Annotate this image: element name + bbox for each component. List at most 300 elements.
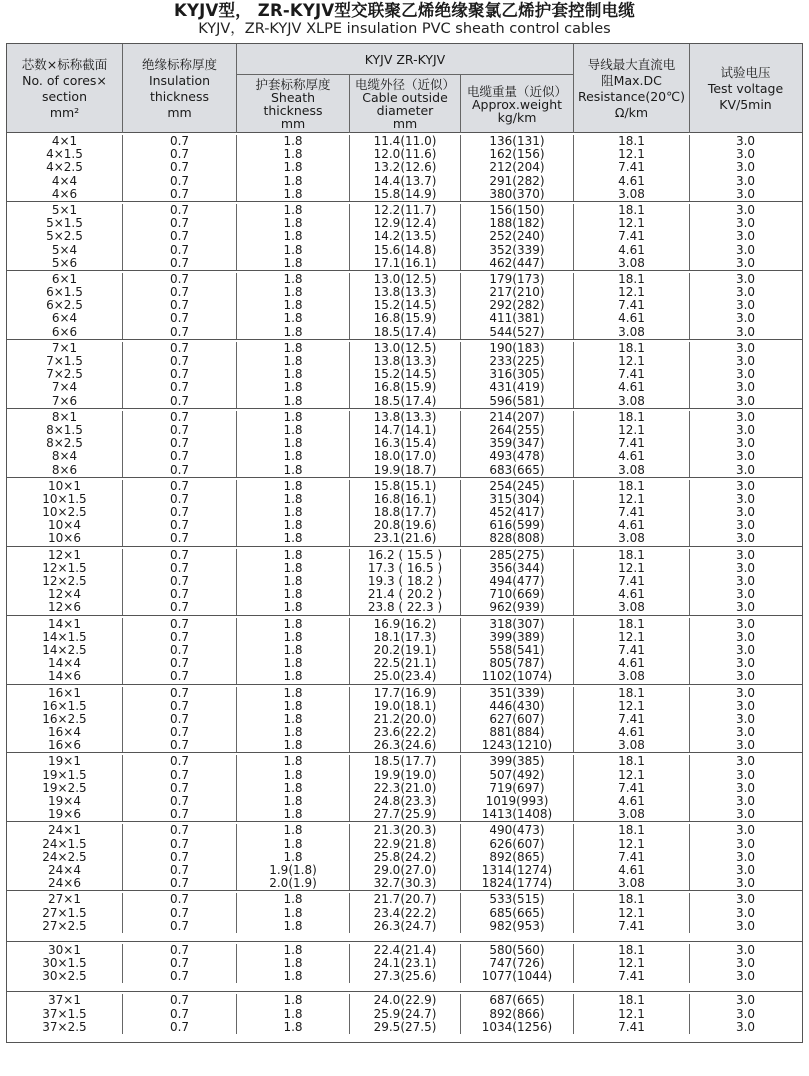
cell-dc-resistance: 12.1	[573, 493, 689, 506]
cell-sheath-thickness: 1.8	[236, 411, 349, 424]
page-title: KYJV型， ZR-KYJV型交联聚乙烯绝缘聚氯乙烯护套控制电缆	[174, 1, 635, 20]
cell-approx-weight: 315(304)	[460, 493, 573, 506]
cell-dc-resistance: 7.41	[573, 230, 689, 243]
cell-cores-section: 12×6	[48, 600, 81, 615]
cell-test-voltage: 3.0	[689, 230, 801, 243]
cell-cores-section: 5×6	[51, 255, 78, 270]
table-row	[7, 970, 802, 983]
cell-approx-weight: 616(599)	[460, 519, 573, 532]
cell-outside-diameter: 18.5(17.7)	[349, 755, 460, 768]
cell-sheath-thickness: 1.8	[236, 726, 349, 739]
cell-test-voltage: 3.0	[689, 713, 801, 726]
cell-outside-diameter: 16.8(15.9)	[349, 381, 460, 394]
cell-outside-diameter: 13.0(12.5)	[349, 273, 460, 286]
cell-sheath-thickness: 1.8	[236, 135, 349, 148]
cell-test-voltage: 3.0	[689, 755, 801, 768]
cell-test-voltage: 3.0	[689, 944, 801, 957]
table-row	[7, 188, 802, 201]
cell-cores-section: 16×1	[48, 685, 81, 700]
cell-sheath-thickness: 1.8	[236, 464, 349, 477]
cell-sheath-thickness: 1.8	[236, 755, 349, 768]
cell-test-voltage: 3.0	[689, 970, 801, 983]
cell-approx-weight: 214(207)	[460, 411, 573, 424]
cell-insulation-thickness: 0.7	[122, 273, 236, 286]
cell-cores-section: 6×4	[51, 311, 78, 326]
cell-cores-section: 4×6	[51, 186, 78, 201]
cell-cores-section: 10×1	[48, 478, 81, 493]
cell-sheath-thickness: 1.8	[236, 575, 349, 588]
cell-cores-section: 30×2.5	[42, 969, 87, 984]
cell-insulation-thickness: 0.7	[122, 657, 236, 670]
cell-sheath-thickness: 1.8	[236, 506, 349, 519]
cell-cores-section: 24×1.5	[42, 836, 87, 851]
cell-outside-diameter: 21.2(20.0)	[349, 713, 460, 726]
cell-insulation-thickness: 0.7	[122, 601, 236, 614]
cell-approx-weight: 285(275)	[460, 549, 573, 562]
cell-outside-diameter: 13.8(13.3)	[349, 355, 460, 368]
cell-outside-diameter: 25.9(24.7)	[349, 1008, 460, 1021]
cell-insulation-thickness: 0.7	[122, 795, 236, 808]
cell-outside-diameter: 25.0(23.4)	[349, 670, 460, 683]
cell-outside-diameter: 32.7(30.3)	[349, 877, 460, 890]
cell-insulation-thickness: 0.7	[122, 381, 236, 394]
cell-approx-weight: 1824(1774)	[460, 877, 573, 890]
cell-cores-section: 24×6	[48, 876, 81, 891]
cell-dc-resistance: 18.1	[573, 755, 689, 768]
cell-dc-resistance: 3.08	[573, 464, 689, 477]
table-row	[7, 687, 802, 700]
cell-cores-section: 37×1.5	[42, 1006, 87, 1021]
cell-approx-weight: 356(344)	[460, 562, 573, 575]
cell-insulation-thickness: 0.7	[122, 893, 236, 906]
cell-dc-resistance: 7.41	[573, 299, 689, 312]
cell-insulation-thickness: 0.7	[122, 700, 236, 713]
cell-approx-weight: 179(173)	[460, 273, 573, 286]
cell-outside-diameter: 14.4(13.7)	[349, 175, 460, 188]
header-cores-cn: 芯数×标称截面	[21, 56, 108, 72]
cell-cores-section: 14×4	[48, 656, 81, 671]
cell-outside-diameter: 11.4(11.0)	[349, 135, 460, 148]
header-cores	[7, 44, 122, 133]
cell-insulation-thickness: 0.7	[122, 326, 236, 339]
header-diameter-cn: 电缆外径（近似）	[354, 77, 455, 92]
cell-approx-weight: 683(665)	[460, 464, 573, 477]
cell-dc-resistance: 18.1	[573, 944, 689, 957]
cell-cores-section: 19×6	[48, 807, 81, 822]
header-diameter-en1: Cable outside	[362, 90, 448, 105]
cell-insulation-thickness: 0.7	[122, 424, 236, 437]
header-voltage-unit: KV/5min	[719, 96, 772, 112]
cell-sheath-thickness: 1.8	[236, 808, 349, 821]
cell-test-voltage: 3.0	[689, 700, 801, 713]
cell-insulation-thickness: 0.7	[122, 957, 236, 970]
cell-cores-section: 8×4	[51, 449, 78, 464]
table-row	[7, 1008, 802, 1021]
cell-sheath-thickness: 1.8	[236, 970, 349, 983]
cell-dc-resistance: 12.1	[573, 838, 689, 851]
cell-approx-weight: 291(282)	[460, 175, 573, 188]
cell-outside-diameter: 23.8 ( 22.3 )	[349, 601, 460, 614]
cell-insulation-thickness: 0.7	[122, 464, 236, 477]
cell-approx-weight: 805(787)	[460, 657, 573, 670]
cell-insulation-thickness: 0.7	[122, 994, 236, 1007]
cell-approx-weight: 687(665)	[460, 994, 573, 1007]
cell-sheath-thickness: 1.8	[236, 769, 349, 782]
cell-dc-resistance: 3.08	[573, 188, 689, 201]
cell-insulation-thickness: 0.7	[122, 739, 236, 752]
cell-sheath-thickness: 1.8	[236, 450, 349, 463]
cell-outside-diameter: 18.0(17.0)	[349, 450, 460, 463]
cell-cores-section: 19×1	[48, 754, 81, 769]
cell-insulation-thickness: 0.7	[122, 769, 236, 782]
cell-outside-diameter: 22.5(21.1)	[349, 657, 460, 670]
cell-test-voltage: 3.0	[689, 480, 801, 493]
cell-cores-section: 14×6	[48, 669, 81, 684]
cell-dc-resistance: 12.1	[573, 1008, 689, 1021]
cell-test-voltage: 3.0	[689, 395, 801, 408]
cell-sheath-thickness: 1.8	[236, 782, 349, 795]
cell-outside-diameter: 16.9(16.2)	[349, 618, 460, 631]
cell-test-voltage: 3.0	[689, 588, 801, 601]
cell-cores-section: 4×1.5	[46, 147, 83, 162]
cell-approx-weight: 446(430)	[460, 700, 573, 713]
cell-insulation-thickness: 0.7	[122, 631, 236, 644]
cell-dc-resistance: 18.1	[573, 273, 689, 286]
cell-sheath-thickness: 1.8	[236, 395, 349, 408]
cell-dc-resistance: 4.61	[573, 795, 689, 808]
cell-test-voltage: 3.0	[689, 437, 801, 450]
cell-sheath-thickness: 1.8	[236, 687, 349, 700]
cell-test-voltage: 3.0	[689, 687, 801, 700]
cell-sheath-thickness: 1.8	[236, 739, 349, 752]
cell-approx-weight: 399(389)	[460, 631, 573, 644]
header-sheath-en2: thickness	[263, 103, 323, 118]
cell-test-voltage: 3.0	[689, 381, 801, 394]
cell-sheath-thickness: 1.8	[236, 326, 349, 339]
cell-cores-section: 37×1	[48, 993, 81, 1008]
table-row	[7, 851, 802, 864]
cell-outside-diameter: 14.7(14.1)	[349, 424, 460, 437]
cell-outside-diameter: 15.2(14.5)	[349, 368, 460, 381]
cell-outside-diameter: 18.8(17.7)	[349, 506, 460, 519]
cell-outside-diameter: 22.3(21.0)	[349, 782, 460, 795]
table-row	[7, 670, 802, 683]
cell-approx-weight: 982(953)	[460, 920, 573, 933]
cell-test-voltage: 3.0	[689, 355, 801, 368]
cell-approx-weight: 494(477)	[460, 575, 573, 588]
row-group	[7, 753, 802, 822]
cell-outside-diameter: 24.8(23.3)	[349, 795, 460, 808]
cell-approx-weight: 462(447)	[460, 257, 573, 270]
table-row	[7, 808, 802, 821]
cell-cores-section: 24×2.5	[42, 849, 87, 864]
cell-insulation-thickness: 0.7	[122, 312, 236, 325]
cell-test-voltage: 3.0	[689, 326, 801, 339]
cell-approx-weight: 399(385)	[460, 755, 573, 768]
cell-test-voltage: 3.0	[689, 148, 801, 161]
cell-insulation-thickness: 0.7	[122, 204, 236, 217]
cell-approx-weight: 252(240)	[460, 230, 573, 243]
cell-test-voltage: 3.0	[689, 411, 801, 424]
cell-approx-weight: 212(204)	[460, 161, 573, 174]
cell-dc-resistance: 7.41	[573, 851, 689, 864]
table-row	[7, 994, 802, 1007]
cell-approx-weight: 558(541)	[460, 644, 573, 657]
cell-sheath-thickness: 1.9(1.8)	[236, 864, 349, 877]
cell-cores-section: 7×4	[51, 380, 78, 395]
table-row	[7, 549, 802, 562]
cell-outside-diameter: 12.9(12.4)	[349, 217, 460, 230]
cell-test-voltage: 3.0	[689, 244, 801, 257]
cell-outside-diameter: 25.8(24.2)	[349, 851, 460, 864]
cell-approx-weight: 1102(1074)	[460, 670, 573, 683]
cell-dc-resistance: 4.61	[573, 312, 689, 325]
cell-outside-diameter: 26.3(24.6)	[349, 739, 460, 752]
cell-outside-diameter: 15.6(14.8)	[349, 244, 460, 257]
cell-dc-resistance: 12.1	[573, 769, 689, 782]
cell-insulation-thickness: 0.7	[122, 920, 236, 933]
cell-cores-section: 27×1.5	[42, 905, 87, 920]
cell-sheath-thickness: 1.8	[236, 217, 349, 230]
cell-test-voltage: 3.0	[689, 450, 801, 463]
cell-insulation-thickness: 0.7	[122, 244, 236, 257]
cell-sheath-thickness: 1.8	[236, 618, 349, 631]
cell-sheath-thickness: 1.8	[236, 519, 349, 532]
row-group	[7, 891, 802, 942]
cell-approx-weight: 359(347)	[460, 437, 573, 450]
cell-cores-section: 19×4	[48, 794, 81, 808]
table-row	[7, 450, 802, 463]
table-row	[7, 1021, 802, 1034]
cell-test-voltage: 3.0	[689, 519, 801, 532]
cell-cores-section: 6×1	[51, 271, 78, 286]
cell-approx-weight: 626(607)	[460, 838, 573, 851]
header-resistance-cn1: 导线最大直流电	[587, 56, 676, 72]
cell-outside-diameter: 22.9(21.8)	[349, 838, 460, 851]
cell-insulation-thickness: 0.7	[122, 1008, 236, 1021]
cell-approx-weight: 719(697)	[460, 782, 573, 795]
table-row	[7, 920, 802, 933]
row-group	[7, 271, 802, 340]
cell-sheath-thickness: 1.8	[236, 312, 349, 325]
cell-dc-resistance: 12.1	[573, 957, 689, 970]
table-row	[7, 395, 802, 408]
cell-test-voltage: 3.0	[689, 657, 801, 670]
cell-dc-resistance: 18.1	[573, 994, 689, 1007]
cell-dc-resistance: 4.61	[573, 175, 689, 188]
cell-insulation-thickness: 0.7	[122, 644, 236, 657]
cell-test-voltage: 3.0	[689, 135, 801, 148]
cell-insulation-thickness: 0.7	[122, 286, 236, 299]
cell-outside-diameter: 22.4(21.4)	[349, 944, 460, 957]
cell-sheath-thickness: 1.8	[236, 1021, 349, 1034]
header-diameter-unit: mm	[392, 116, 418, 131]
cell-test-voltage: 3.0	[689, 286, 801, 299]
cell-approx-weight: 881(884)	[460, 726, 573, 739]
cell-approx-weight: 452(417)	[460, 506, 573, 519]
cell-test-voltage: 3.0	[689, 493, 801, 506]
header-weight-cn: 电缆重量（近似）	[466, 83, 567, 99]
cell-cores-section: 27×1	[48, 892, 81, 907]
table-row	[7, 893, 802, 906]
cell-approx-weight: 710(669)	[460, 588, 573, 601]
cell-outside-diameter: 15.8(14.9)	[349, 188, 460, 201]
cell-test-voltage: 3.0	[689, 994, 801, 1007]
cell-test-voltage: 3.0	[689, 175, 801, 188]
cell-approx-weight: 264(255)	[460, 424, 573, 437]
cell-sheath-thickness: 1.8	[236, 273, 349, 286]
cell-cores-section: 5×4	[51, 242, 78, 257]
cell-cores-section: 8×2.5	[46, 436, 83, 451]
cell-outside-diameter: 17.1(16.1)	[349, 257, 460, 270]
cell-insulation-thickness: 0.7	[122, 188, 236, 201]
row-group	[7, 547, 802, 616]
cell-outside-diameter: 16.8(15.9)	[349, 312, 460, 325]
cell-approx-weight: 217(210)	[460, 286, 573, 299]
cell-sheath-thickness: 1.8	[236, 424, 349, 437]
cell-test-voltage: 3.0	[689, 726, 801, 739]
cell-sheath-thickness: 1.8	[236, 549, 349, 562]
cell-insulation-thickness: 0.7	[122, 670, 236, 683]
cell-sheath-thickness: 1.8	[236, 944, 349, 957]
cell-test-voltage: 3.0	[689, 273, 801, 286]
cell-approx-weight: 380(370)	[460, 188, 573, 201]
cell-dc-resistance: 18.1	[573, 687, 689, 700]
cell-sheath-thickness: 1.8	[236, 257, 349, 270]
cell-cores-section: 7×1	[51, 340, 78, 355]
cell-sheath-thickness: 1.8	[236, 700, 349, 713]
cell-insulation-thickness: 0.7	[122, 519, 236, 532]
cell-sheath-thickness: 1.8	[236, 381, 349, 394]
cell-sheath-thickness: 1.8	[236, 230, 349, 243]
cell-test-voltage: 3.0	[689, 644, 801, 657]
cell-approx-weight: 490(473)	[460, 824, 573, 837]
cell-insulation-thickness: 0.7	[122, 944, 236, 957]
cell-dc-resistance: 4.61	[573, 519, 689, 532]
cell-insulation-thickness: 0.7	[122, 161, 236, 174]
cell-sheath-thickness: 1.8	[236, 588, 349, 601]
cell-cores-section: 24×1	[48, 823, 81, 838]
cell-insulation-thickness: 0.7	[122, 575, 236, 588]
cell-test-voltage: 3.0	[689, 601, 801, 614]
cell-test-voltage: 3.0	[689, 299, 801, 312]
cell-dc-resistance: 3.08	[573, 601, 689, 614]
cell-sheath-thickness: 1.8	[236, 286, 349, 299]
cell-cores-section: 4×4	[51, 173, 78, 188]
cell-test-voltage: 3.0	[689, 188, 801, 201]
header-insulation	[122, 44, 236, 133]
cell-dc-resistance: 3.08	[573, 532, 689, 545]
cell-dc-resistance: 18.1	[573, 135, 689, 148]
table-row	[7, 326, 802, 339]
cell-outside-diameter: 17.3 ( 16.5 )	[349, 562, 460, 575]
cell-cores-section: 16×2.5	[42, 711, 87, 726]
cell-cores-section: 10×4	[48, 518, 81, 533]
cell-dc-resistance: 12.1	[573, 907, 689, 920]
cell-sheath-thickness: 1.8	[236, 562, 349, 575]
header-voltage-cn: 试验电压	[720, 64, 771, 80]
table-body	[7, 133, 802, 1042]
header-sheath-en1: Sheath	[270, 90, 316, 105]
cell-dc-resistance: 12.1	[573, 631, 689, 644]
cell-insulation-thickness: 0.7	[122, 713, 236, 726]
cell-sheath-thickness: 1.8	[236, 532, 349, 545]
cell-cores-section: 10×1.5	[42, 491, 87, 506]
table-row	[7, 907, 802, 920]
cell-outside-diameter: 15.2(14.5)	[349, 299, 460, 312]
cell-insulation-thickness: 0.7	[122, 395, 236, 408]
cell-outside-diameter: 21.4 ( 20.2 )	[349, 588, 460, 601]
cell-cores-section: 7×6	[51, 393, 78, 408]
cell-approx-weight: 580(560)	[460, 944, 573, 957]
cell-test-voltage: 3.0	[689, 1021, 801, 1034]
cell-outside-diameter: 13.8(13.3)	[349, 411, 460, 424]
cell-sheath-thickness: 1.8	[236, 480, 349, 493]
cell-sheath-thickness: 1.8	[236, 824, 349, 837]
cell-approx-weight: 828(808)	[460, 532, 573, 545]
cell-test-voltage: 3.0	[689, 795, 801, 808]
cell-insulation-thickness: 0.7	[122, 618, 236, 631]
cell-insulation-thickness: 0.7	[122, 907, 236, 920]
table-row	[7, 244, 802, 257]
cell-cores-section: 6×2.5	[46, 298, 83, 313]
cell-insulation-thickness: 0.7	[122, 411, 236, 424]
cell-sheath-thickness: 1.8	[236, 188, 349, 201]
cell-approx-weight: 162(156)	[460, 148, 573, 161]
header-resistance-cn2: 阻Max.DC	[601, 72, 662, 88]
cell-cores-section: 12×2.5	[42, 574, 87, 588]
cell-approx-weight: 316(305)	[460, 368, 573, 381]
cell-approx-weight: 493(478)	[460, 450, 573, 463]
cell-approx-weight: 747(726)	[460, 957, 573, 970]
row-group	[7, 133, 802, 202]
cell-cores-section: 10×2.5	[42, 505, 87, 520]
cell-cores-section: 27×2.5	[42, 918, 87, 933]
cell-test-voltage: 3.0	[689, 204, 801, 217]
cell-test-voltage: 3.0	[689, 161, 801, 174]
cell-cores-section: 16×1.5	[42, 698, 87, 713]
cell-sheath-thickness: 1.8	[236, 907, 349, 920]
cell-test-voltage: 3.0	[689, 575, 801, 588]
cell-insulation-thickness: 0.7	[122, 493, 236, 506]
cell-dc-resistance: 18.1	[573, 480, 689, 493]
cell-approx-weight: 352(339)	[460, 244, 573, 257]
cell-sheath-thickness: 1.8	[236, 299, 349, 312]
cell-insulation-thickness: 0.7	[122, 851, 236, 864]
header-weight-en: Approx.weight	[471, 96, 563, 112]
cell-outside-diameter: 20.2(19.1)	[349, 644, 460, 657]
cell-cores-section: 8×1	[51, 409, 78, 424]
cell-outside-diameter: 18.1(17.3)	[349, 631, 460, 644]
row-group	[7, 202, 802, 271]
cell-dc-resistance: 12.1	[573, 148, 689, 161]
cell-dc-resistance: 12.1	[573, 355, 689, 368]
cell-test-voltage: 3.0	[689, 631, 801, 644]
table-row	[7, 769, 802, 782]
cell-insulation-thickness: 0.7	[122, 562, 236, 575]
cell-outside-diameter: 19.3 ( 18.2 )	[349, 575, 460, 588]
cell-insulation-thickness: 0.7	[122, 355, 236, 368]
cell-dc-resistance: 3.08	[573, 326, 689, 339]
cell-dc-resistance: 7.41	[573, 920, 689, 933]
cell-insulation-thickness: 0.7	[122, 824, 236, 837]
header-resistance-en: Resistance(20℃)	[577, 88, 686, 104]
cell-test-voltage: 3.0	[689, 769, 801, 782]
cell-insulation-thickness: 0.7	[122, 368, 236, 381]
cell-outside-diameter: 15.8(15.1)	[349, 480, 460, 493]
cell-outside-diameter: 21.3(20.3)	[349, 824, 460, 837]
cell-dc-resistance: 7.41	[573, 713, 689, 726]
